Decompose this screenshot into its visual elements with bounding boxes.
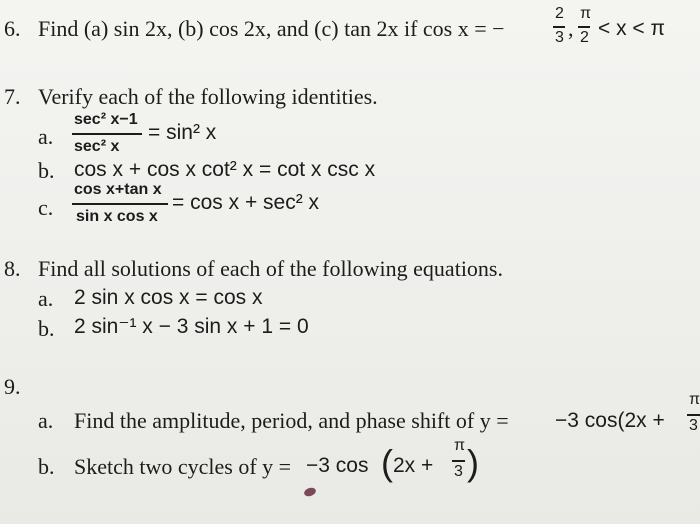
q6-text: Find (a) sin 2x, (b) cos 2x, and (c) tan 2x if cos x = − <box>38 16 505 41</box>
q9a-frac-bar <box>687 414 700 416</box>
q7a-denominator: sec² x <box>74 138 120 155</box>
q9a-text: Find the amplitude, period, and phase shift of y = <box>74 408 509 433</box>
q9b-paren-close: ) <box>467 442 479 483</box>
q7c-numerator: cos x+tan x <box>74 181 162 198</box>
q9b-frac-num: π <box>454 437 466 454</box>
q9b-label: b. <box>38 454 55 479</box>
q7a-rhs: = sin² x <box>148 121 217 144</box>
q7b-label: b. <box>38 158 55 183</box>
q6-sep: , <box>568 16 574 41</box>
q6-frac2-num: π <box>580 5 592 22</box>
q7c-label: c. <box>38 195 54 220</box>
q6-frac1-num: 2 <box>555 5 564 22</box>
q6-number: 6. <box>4 16 21 41</box>
q8a-text: 2 sin x cos x = cos x <box>74 286 263 309</box>
q8b-text: 2 sin⁻¹ x − 3 sin x + 1 = 0 <box>74 315 309 338</box>
q8-number: 8. <box>4 256 21 281</box>
q9b-paren-open: ( <box>381 442 393 483</box>
q9b-inner: 2x + <box>393 454 434 477</box>
q9a-frac-num: π <box>689 391 700 408</box>
ink-smudge <box>303 486 317 498</box>
q8b-label: b. <box>38 316 55 341</box>
q7c-denominator: sin x cos x <box>76 208 158 225</box>
q6-frac1-bar <box>553 26 565 28</box>
q9b-frac-den: 3 <box>454 463 463 480</box>
q6-frac2-bar <box>578 26 590 28</box>
q6-tail: < x < π <box>598 17 666 40</box>
q8a-label: a. <box>38 286 54 311</box>
q9a-frac-den: 3 <box>689 417 698 434</box>
q9b-math: −3 cos <box>306 454 369 477</box>
q8-title: Find all solutions of each of the following equations. <box>38 256 503 281</box>
q7c-rhs: = cos x + sec² x <box>172 191 320 214</box>
q7a-fraction-bar <box>72 133 142 135</box>
q9-number: 9. <box>4 374 21 399</box>
q7c-fraction-bar <box>72 203 168 205</box>
q6-frac2-den: 2 <box>580 29 589 46</box>
q9b-frac-bar <box>452 460 465 462</box>
q7-title: Verify each of the following identities. <box>38 84 378 109</box>
q9a-math: −3 cos(2x + <box>555 409 665 432</box>
q7-number: 7. <box>4 84 21 109</box>
q7a-label: a. <box>38 124 54 149</box>
q9a-label: a. <box>38 408 54 433</box>
q7b-text: cos x + cos x cot² x = cot x csc x <box>74 158 376 181</box>
q6-frac1-den: 3 <box>555 29 564 46</box>
q9b-text: Sketch two cycles of y = <box>74 454 292 479</box>
q7a-numerator: sec² x−1 <box>74 111 138 128</box>
